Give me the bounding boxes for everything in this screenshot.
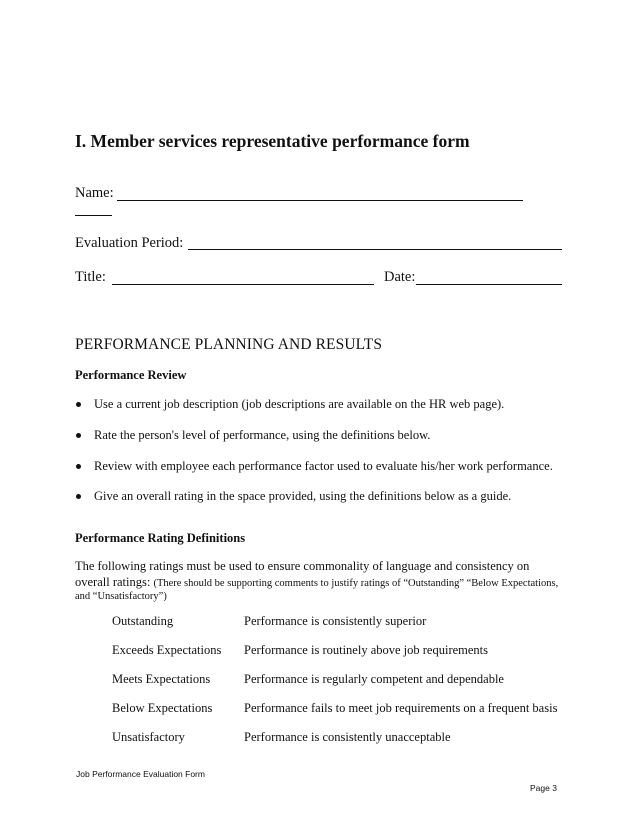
rating-definition: Performance is regularly competent and dependable <box>244 672 504 686</box>
performance-review-heading: Performance Review <box>75 368 187 382</box>
rating-name: Below Expectations <box>112 701 213 715</box>
definitions-intro-line3: and “Unsatisfactory”) <box>75 591 167 602</box>
date-line[interactable] <box>416 284 562 285</box>
rating-name: Outstanding <box>112 614 174 628</box>
rating-definition: Performance is consistently superior <box>244 614 427 628</box>
rating-name: Exceeds Expectations <box>112 643 222 657</box>
rating-definition: Performance is routinely above job requirements <box>244 643 489 657</box>
footer-document-name: Job Performance Evaluation Form <box>76 769 205 779</box>
list-item: Use a current job description (job descriptions are available on the HR web page). <box>94 397 505 411</box>
rating-name: Unsatisfactory <box>112 730 185 744</box>
rating-definition: Performance fails to meet job requirements on a frequent basis <box>244 701 558 715</box>
date-label: Date: <box>384 269 416 285</box>
list-item: Give an overall rating in the space provided, using the definitions below as a guide. <box>94 489 512 503</box>
form-title: I. Member services representative performance form <box>75 131 470 151</box>
evaluation-period-label: Evaluation Period: <box>75 235 184 251</box>
name-line[interactable] <box>117 200 523 201</box>
evaluation-period-line[interactable] <box>188 249 562 250</box>
bullet-icon <box>76 464 81 469</box>
list-item: Review with employee each performance factor used to evaluate his/her work performance. <box>94 459 553 473</box>
definitions-intro-note: (There should be supporting comments to justify ratings of “Outstanding” “Below Expectations, <box>153 578 559 589</box>
definitions-intro-line1: The following ratings must be used to ensure commonality of language and consistency on <box>75 559 530 573</box>
bullet-icon <box>76 402 81 407</box>
definitions-intro-line2 <box>75 575 558 590</box>
definitions-intro-main: overall ratings: <box>75 575 151 589</box>
name-line-continued[interactable] <box>75 215 112 216</box>
title-label: Title: <box>75 269 106 285</box>
list-item: Rate the person's level of performance, using the definitions below. <box>94 428 431 442</box>
rating-definition: Performance is consistently unacceptable <box>244 730 451 744</box>
name-label: Name: <box>75 185 114 201</box>
section-heading: PERFORMANCE PLANNING AND RESULTS <box>75 336 383 353</box>
bullet-icon <box>76 494 81 499</box>
rating-definitions-heading: Performance Rating Definitions <box>75 531 246 545</box>
bullet-icon <box>76 433 81 438</box>
rating-name: Meets Expectations <box>112 672 211 686</box>
page-number: Page 3 <box>530 783 557 793</box>
title-line[interactable] <box>112 284 374 285</box>
